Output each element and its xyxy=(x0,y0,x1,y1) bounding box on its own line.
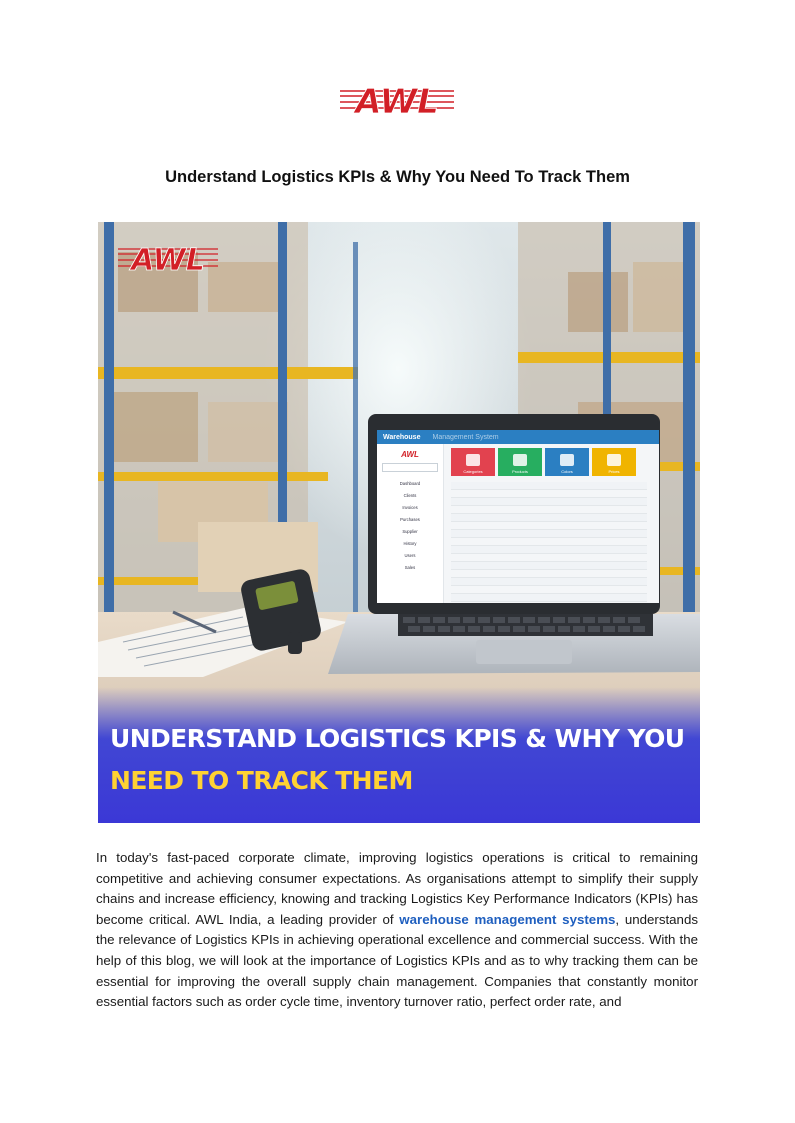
hero-banner-line-2: NEED TO TRACK THEM xyxy=(110,766,413,795)
screen-tile-colors xyxy=(545,448,589,476)
hero-banner-line-1: UNDERSTAND LOGISTICS KPIS & WHY YOU xyxy=(110,724,685,753)
hero-awl-logo xyxy=(118,240,218,274)
screen-table-row xyxy=(451,498,647,506)
screen-tile-prices xyxy=(592,448,636,476)
screen-sidebar-item: Users xyxy=(404,553,416,558)
tag-icon xyxy=(466,454,480,466)
screen-sidebar-item: History xyxy=(403,541,417,546)
screen-table-row xyxy=(451,594,647,602)
hero-image xyxy=(98,222,700,823)
warehouse-management-systems-link[interactable]: warehouse management systems xyxy=(399,911,616,927)
body-paragraph xyxy=(96,848,698,1013)
screen-table-row xyxy=(451,530,647,538)
screen-tile-products xyxy=(498,448,542,476)
awl-logo-graphic xyxy=(338,82,456,118)
screen-table-row xyxy=(451,586,647,594)
screen-tiles xyxy=(451,448,636,476)
screen-app-header xyxy=(377,430,659,444)
screen-app-subtitle: Management System xyxy=(432,433,499,441)
screen-sidebar-logo: AWL xyxy=(401,450,419,459)
screen-search-input xyxy=(382,463,438,472)
screen-sidebar-item: Clients xyxy=(403,493,417,498)
screen-app-title: Warehouse xyxy=(383,433,421,441)
screen-tile-categories xyxy=(451,448,495,476)
screen-tile-label: Categories xyxy=(463,469,483,474)
grid-icon xyxy=(513,454,527,466)
screen-sidebar-item: Invoices xyxy=(402,505,418,510)
screen-table-row xyxy=(451,554,647,562)
awl-logo xyxy=(338,82,456,118)
body-text-part-2: , understands the relevance of Logistics KPIs in achieving operational excellence and commercial success. With the help of this blog, we will look at the importance of Logistics KPIs and as to why tracking them can be essential for improving the overall supply chain management. Companies that constantly monitor essential factors such as order cycle time, inventory turnover ratio, perfect order rate, and xyxy=(96,911,698,1010)
screen-table-row xyxy=(451,562,647,570)
body-text-part-1: In today's fast-paced corporate climate, improving logistics operations is critical to remaining competitive and achieving consumer expectations. As organisations attempt to simplify their supply chains and increase efficiency, knowing and tracking Logistics Key Performance Indicators (KPIs) has become critical. AWL India, a leading provider of xyxy=(96,850,698,927)
screen-tile-label: Prices xyxy=(608,469,620,474)
screen-table-row xyxy=(451,490,647,498)
hero-banner xyxy=(98,687,700,823)
screen-table xyxy=(451,482,647,602)
screen-sidebar-item: Dashboard xyxy=(399,481,421,486)
awl-logo-text: AWL xyxy=(355,82,439,118)
screen-table-row xyxy=(451,514,647,522)
screen-table-row xyxy=(451,578,647,586)
screen-table-row xyxy=(451,482,647,490)
page-title: Understand Logistics KPIs & Why You Need To Track Them xyxy=(165,168,630,186)
hero-awl-logo-text: AWL xyxy=(131,243,205,274)
screen-tile-label: Colors xyxy=(561,469,573,474)
screen-tile-label: Products xyxy=(512,469,528,474)
screen-sidebar-item: Supplier xyxy=(402,529,418,534)
screen-table-row xyxy=(451,570,647,578)
screen-table-row xyxy=(451,522,647,530)
screen-table-row xyxy=(451,506,647,514)
screen-table-row xyxy=(451,546,647,554)
hero-awl-logo-graphic xyxy=(118,240,218,274)
screen-sidebar xyxy=(377,444,444,603)
screen-table-row xyxy=(451,538,647,546)
screen-sidebar-item: Purchases xyxy=(400,517,420,522)
screen-sidebar-item: Sales xyxy=(404,565,416,570)
bar-chart-icon xyxy=(607,454,621,466)
star-icon xyxy=(560,454,574,466)
laptop-screen xyxy=(377,430,659,603)
